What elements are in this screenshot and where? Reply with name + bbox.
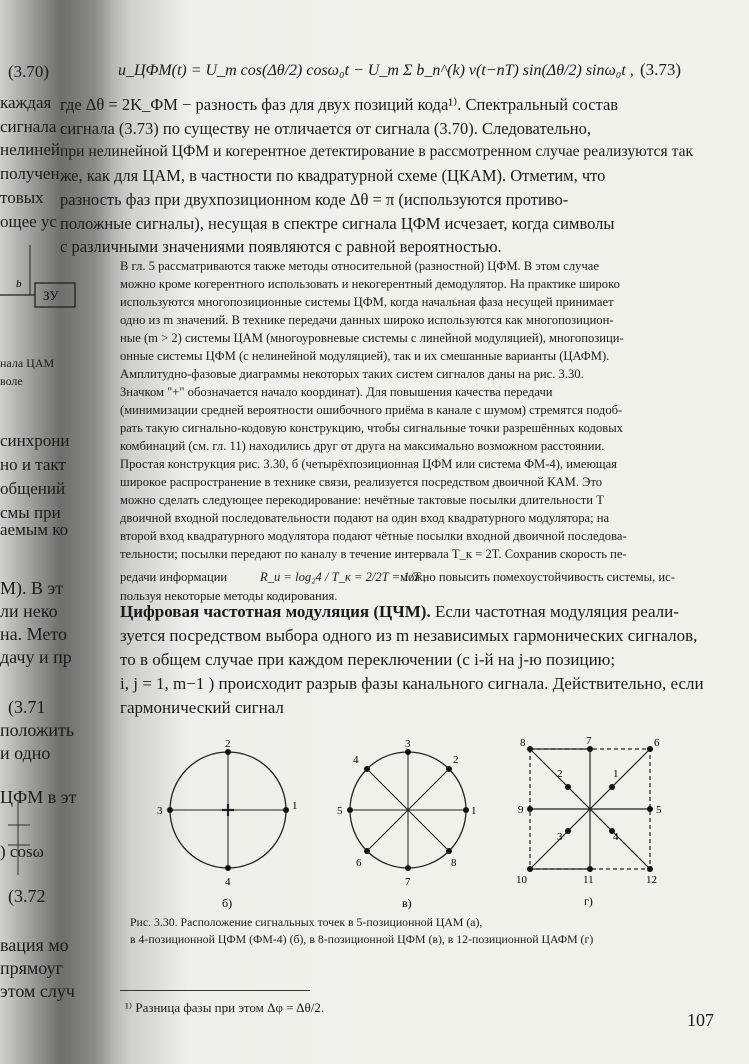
figure-caption-line: в 4-позиционной ЦФМ (ФМ-4) (б), в 8-позиционной ЦФМ (в), в 12-позиционной ЦАФМ (г) — [130, 932, 594, 946]
margin-text: товых — [0, 188, 44, 207]
margin-text: и одно — [0, 743, 51, 763]
svg-text:5: 5 — [337, 805, 343, 817]
rate-suffix: можно повысить помехоустойчивость системы, ис- — [400, 570, 675, 584]
margin-diagram-label: b — [16, 278, 22, 290]
diagram-apsk12 — [530, 749, 650, 869]
margin-text: ) cosω — [0, 842, 44, 861]
small-line: Амплитудно-фазовые диаграммы некоторых таких систем сигналов даны на рис. 3.30. — [120, 367, 584, 381]
small-line: одно из m значений. В технике передачи данных широко используются как многопозицион- — [120, 313, 614, 327]
margin-text: ЦФМ в эт — [0, 787, 77, 807]
svg-text:6: 6 — [654, 737, 660, 749]
margin-text: общений — [0, 479, 66, 498]
small-line: тельности; посылки передают по каналу в течение интервала T_к = 2T. Сохранив скорость пе- — [120, 547, 627, 561]
margin-text: на. Мето — [0, 624, 68, 644]
text-line: сигнала (3.73) по существу не отличается от сигнала (3.70). Следовательно, — [60, 119, 591, 138]
svg-text:7: 7 — [405, 876, 411, 888]
svg-text:2: 2 — [557, 768, 563, 780]
diagram-label: в) — [402, 896, 412, 910]
svg-text:2: 2 — [453, 754, 459, 766]
text-line: где Δθ = 2K_ФМ − разность фаз для двух позиций кода¹⁾. Спектральный состав — [60, 95, 619, 114]
margin-text: но и такт — [0, 455, 66, 474]
footnote: ¹⁾ Разница фазы при этом Δφ = Δθ/2. — [125, 1000, 325, 1015]
margin-text: каждая — [0, 93, 52, 112]
text-line: при нелинейной ЦФМ и когерентное детектирование в рассмотренном случае реализуются так — [60, 143, 694, 160]
svg-text:7: 7 — [586, 735, 592, 747]
svg-text:4: 4 — [613, 831, 619, 843]
small-line: рать такую сигнально-кодовую конструкцию, чтобы сигнальные точки разрешённых кодовых — [120, 421, 623, 435]
point-label: 3 — [157, 805, 163, 817]
margin-text: получен — [0, 164, 60, 183]
equation-number: (3.73) — [640, 60, 682, 79]
small-line: можно сделать следующее перекодирование: нечётные тактовые посылки длительности T — [120, 493, 604, 507]
diagram-fm4 — [170, 752, 286, 868]
diagram-label: б) — [222, 896, 233, 910]
margin-text: смы при — [0, 503, 61, 522]
margin-text: нелиней — [0, 140, 60, 159]
point-label: 2 — [225, 738, 231, 750]
svg-text:8: 8 — [451, 857, 457, 869]
margin-text: сигнала — [0, 117, 57, 136]
eq-ref: (3.72 — [8, 886, 46, 906]
svg-text:9: 9 — [518, 804, 524, 816]
section-line: гармонический сигнал — [120, 698, 284, 717]
svg-text:8: 8 — [520, 737, 526, 749]
section-line: зуется посредством выбора одного из m независимых гармонических сигналов, — [120, 626, 698, 645]
svg-text:6: 6 — [356, 857, 362, 869]
svg-text:10: 10 — [516, 874, 527, 886]
margin-text: этом случ — [0, 981, 75, 1001]
small-line: В гл. 5 рассматриваются также методы относительной (разностной) ЦФМ. В этом случае — [120, 259, 599, 273]
eq-ref: (3.71 — [8, 697, 46, 717]
small-line: Значком "+" обозначается начало координат). Для повышения качества передачи — [120, 385, 553, 399]
svg-text:1: 1 — [471, 805, 477, 817]
footnote-rule — [120, 990, 310, 991]
small-line: используются многопозиционные системы ЦФМ, когда начальная фаза несущей принимает — [120, 295, 614, 309]
margin-text: ли неко — [0, 601, 58, 621]
small-line: широкое распространение в технике связи, реализуется посредством двоичной КАМ. Это — [120, 475, 603, 489]
small-line: можно кроме когерентного использовать и некогерентный демодулятор. На практике широко — [120, 277, 620, 291]
margin-text: ощее ус — [0, 212, 57, 231]
text-line: же, как для ЦАМ, в частности по квадратурной схеме (ЦКАМ). Отметим, что — [60, 166, 606, 185]
svg-text:12: 12 — [646, 874, 657, 886]
small-line: Простая конструкция рис. 3.30, б (четырёхпозиционная ЦФМ или система ФМ-4), имеющая — [120, 457, 617, 471]
svg-text:4: 4 — [353, 754, 359, 766]
svg-text:5: 5 — [656, 804, 662, 816]
small-line: пользуя некоторые методы кодирования. — [120, 589, 338, 603]
section-line-first: Если частотная модуляция реали- — [430, 602, 679, 621]
margin-text: прямоуг — [0, 958, 63, 978]
svg-text:11: 11 — [583, 874, 594, 886]
small-line: второй вход квадратурного модулятора подают чётные посылки входной двоичной последова- — [120, 529, 627, 543]
margin-text: вация мо — [0, 935, 69, 955]
small-line: онные системы ЦФМ (с нелинейной модуляцией), так и их смешанные варианты (ЦАФМ). — [120, 349, 610, 363]
diagram-label: г) — [584, 894, 593, 908]
svg-text:3: 3 — [557, 831, 563, 843]
point-label: 4 — [225, 876, 231, 888]
margin-text: аемым ко — [0, 520, 69, 539]
memory-box-label: ЗУ — [43, 288, 59, 303]
figure-caption-line: Рис. 3.30. Расположение сигнальных точек в 5-позиционной ЦАМ (а), — [130, 915, 483, 929]
section-line: то в общем случае при каждом переключении (с i-й на j-ю позицию; — [120, 650, 616, 669]
text-line: положные сигналы), несущая в спектре сигнала ЦФМ исчезает, когда символы — [60, 214, 615, 233]
eq-ref: (3.70) — [8, 62, 50, 81]
margin-caption: воле — [0, 374, 23, 388]
margin-text: синхрони — [0, 431, 70, 450]
margin-diagram-fragment — [0, 800, 40, 880]
rate-prefix: редачи информации — [120, 570, 228, 584]
equation-373: u_ЦФМ(t) = U_m cos(Δθ/2) cosω₀t − U_m Σ b_n^(k) v(t−nT) sin(Δθ/2) sinω₀t , — [118, 62, 634, 79]
small-line: ные (m > 2) системы ЦАМ (многоуровневые системы с линейной модуляцией), многопозици- — [120, 331, 624, 345]
text-line: с различными значениями появляются с равной вероятностью. — [60, 237, 502, 256]
section-title: Цифровая частотная модуляция (ЦЧМ). — [120, 602, 431, 621]
page-number: 107 — [687, 1010, 714, 1030]
rate-formula: R_и = log₂4 / T_к = 2/2T = 1/T , — [260, 570, 427, 584]
margin-text: положить — [0, 720, 75, 740]
section-line: i, j = 1, m−1 ) происходит разрыв фазы канального сигнала. Действительно, если — [120, 674, 704, 693]
margin-caption: нала ЦАМ — [0, 356, 55, 370]
svg-text:3: 3 — [405, 738, 411, 750]
figure-3-30 — [140, 735, 740, 935]
margin-text: дачу и пр — [0, 647, 72, 667]
margin-text: М). В эт — [0, 578, 64, 598]
small-line: (минимизации средней вероятности ошибочного приёма в канале с шумом) стремятся подоб- — [120, 403, 623, 417]
point-label: 1 — [292, 800, 298, 812]
svg-text:1: 1 — [613, 768, 619, 780]
small-line: двоичной входной последовательности подают на один вход квадратурного модулятора; на — [120, 511, 610, 525]
text-line: разность фаз при двухпозиционном коде Δθ = π (используются противо- — [60, 190, 569, 209]
small-line: комбинаций (см. гл. 11) находились друг от друга на максимально возможном расстоянии. — [120, 439, 605, 453]
